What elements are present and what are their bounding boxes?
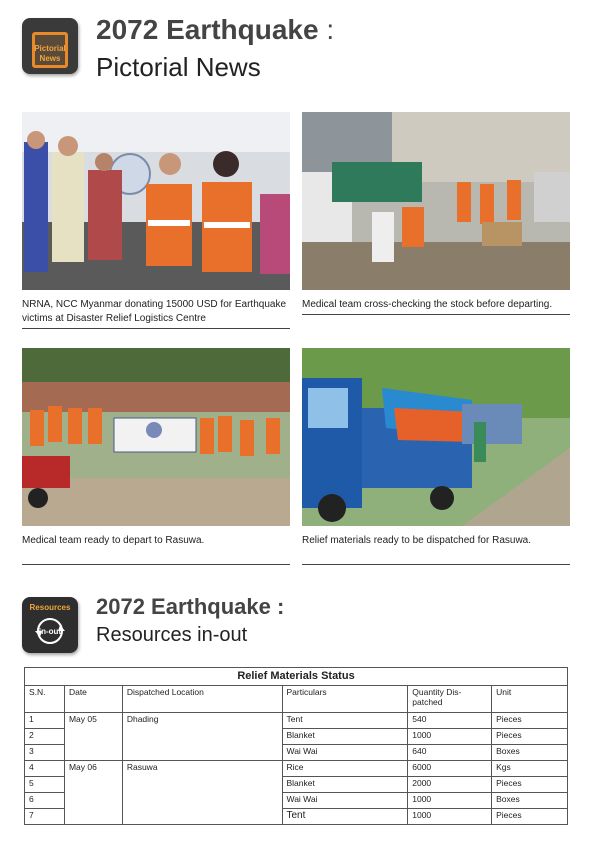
cell-particular: Blanket [282,777,408,793]
photo-donation [22,112,290,290]
cell-qty: 1000 [408,793,492,809]
cell-sn: 5 [25,777,65,793]
section1-subtitle: Pictorial News [96,52,261,82]
section1-title-suffix: : [318,14,335,45]
section1-title [96,14,334,46]
icon-label-in-out: in-out [38,627,62,636]
cell-sn: 2 [25,729,65,745]
caption-3: Medical team ready to depart to Rasuwa. [22,534,290,565]
cell-particular: Tent [282,713,408,729]
cell-particular: Rice [282,761,408,777]
cell-unit: Boxes [492,745,568,761]
cell-particular: Wai Wai [282,745,408,761]
icon-label-line2: News [39,54,61,63]
cell-location: Dhading [122,713,282,761]
cell-qty: 640 [408,745,492,761]
cell-unit: Pieces [492,729,568,745]
cell-sn: 1 [25,713,65,729]
section2-title: 2072 Earthquake : [96,594,285,619]
cell-particular: Tent [282,809,408,825]
cell-qty: 540 [408,713,492,729]
photo-medical-team [22,348,290,526]
table-title: Relief Materials Status [25,668,568,686]
caption-2: Medical team cross-checking the stock before departing. [302,298,570,315]
cell-unit: Kgs [492,761,568,777]
cell-qty: 1000 [408,809,492,825]
table-row [25,761,568,777]
cell-sn: 7 [25,809,65,825]
cell-unit: Boxes [492,793,568,809]
cell-qty: 6000 [408,761,492,777]
header-unit: Unit [492,686,568,713]
icon-label-resources: Resources [29,603,71,612]
header-location: Dispatched Location [122,686,282,713]
cell-qty: 2000 [408,777,492,793]
caption-1: NRNA, NCC Myanmar donating 15000 USD for Earthquake victims at Disaster Relief Logistics Centre [22,298,290,329]
header-sn: S.N. [25,686,65,713]
cell-location: Rasuwa [122,761,282,825]
section2-subtitle: Resources in-out [96,624,248,646]
cell-date: May 06 [64,761,122,825]
cell-sn: 6 [25,793,65,809]
caption-4: Relief materials ready to be dispatched for Rasuwa. [302,534,570,565]
cell-unit: Pieces [492,777,568,793]
cell-particular: Blanket [282,729,408,745]
relief-materials-table [24,667,568,825]
resources-in-out-icon [22,597,78,653]
cell-sn: 4 [25,761,65,777]
table-row [25,713,568,729]
cell-qty: 1000 [408,729,492,745]
cell-sn: 3 [25,745,65,761]
cell-date: May 05 [64,713,122,761]
cell-unit: Pieces [492,809,568,825]
cell-unit: Pieces [492,713,568,729]
icon-label-line1: Pictorial [34,44,66,53]
pictorial-news-icon [22,18,78,74]
section1-title-text: 2072 Earthquake [96,14,319,45]
photo-stock-check [302,112,570,290]
table-header-row [25,686,568,713]
photo-relief-trucks [302,348,570,526]
header-quantity: Quantity Dis-patched [408,686,492,713]
header-date: Date [64,686,122,713]
cell-particular: Wai Wai [282,793,408,809]
header-particulars: Particulars [282,686,408,713]
